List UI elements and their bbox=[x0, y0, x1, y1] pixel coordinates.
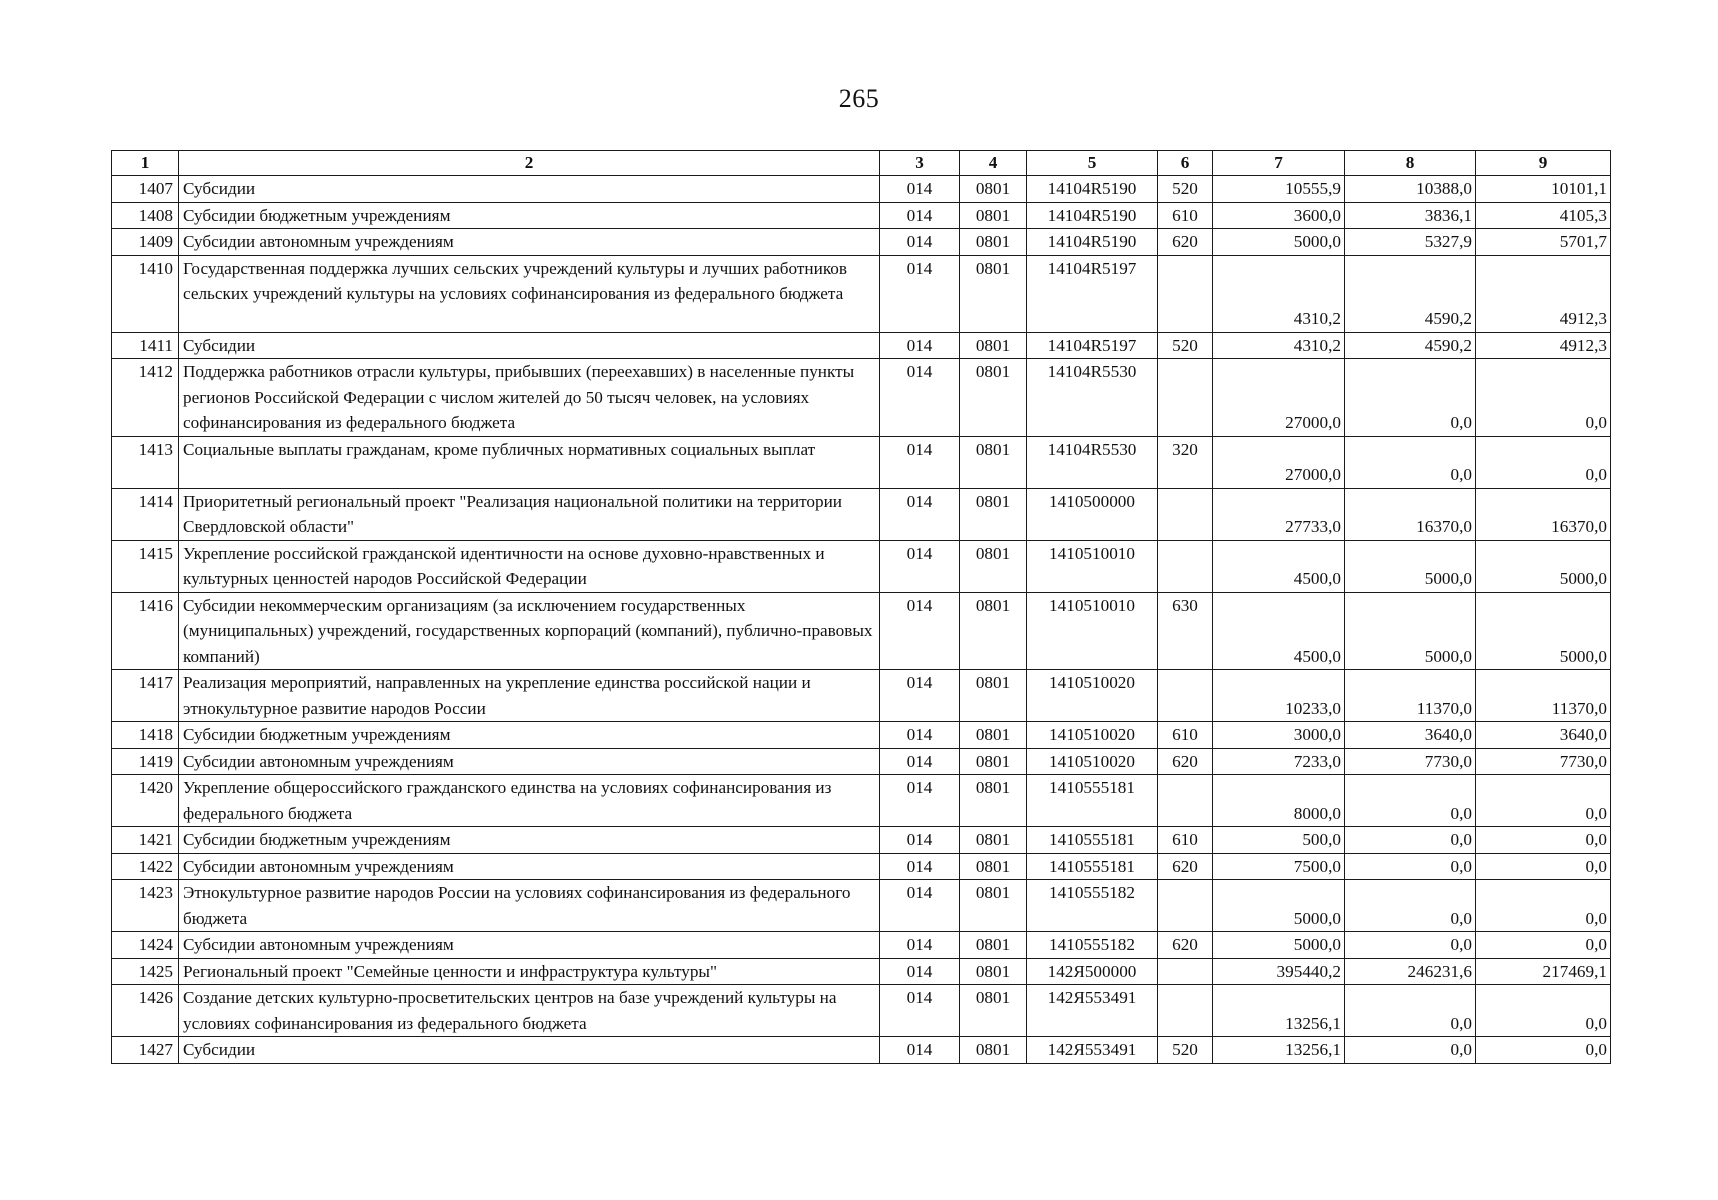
page-number: 265 bbox=[838, 84, 880, 113]
row-number: 1411 bbox=[112, 332, 179, 359]
cell-target-code: 1410510020 bbox=[1027, 670, 1158, 722]
cell-expense-type bbox=[1158, 775, 1213, 827]
row-name: Субсидии автономным учреждениям bbox=[179, 853, 880, 880]
row-name: Этнокультурное развитие народов России на условиях софинансирования из федерального бюджета bbox=[179, 880, 880, 932]
cell-expense-type: 520 bbox=[1158, 1037, 1213, 1064]
cell-ministry-code: 014 bbox=[880, 202, 960, 229]
cell-target-code: 1410555182 bbox=[1027, 932, 1158, 959]
cell-value-9: 5701,7 bbox=[1476, 229, 1611, 256]
cell-expense-type bbox=[1158, 359, 1213, 437]
cell-value-9: 4912,3 bbox=[1476, 255, 1611, 332]
cell-expense-type: 520 bbox=[1158, 332, 1213, 359]
col-header-1: 1 bbox=[112, 151, 179, 176]
cell-section-code: 0801 bbox=[960, 985, 1027, 1037]
table-row bbox=[112, 359, 1611, 437]
cell-value-7: 5000,0 bbox=[1213, 932, 1345, 959]
cell-value-7: 7500,0 bbox=[1213, 853, 1345, 880]
cell-value-7: 3600,0 bbox=[1213, 202, 1345, 229]
row-number: 1426 bbox=[112, 985, 179, 1037]
cell-value-9: 3640,0 bbox=[1476, 722, 1611, 749]
row-name: Субсидии бюджетным учреждениям bbox=[179, 827, 880, 854]
cell-section-code: 0801 bbox=[960, 540, 1027, 592]
cell-section-code: 0801 bbox=[960, 202, 1027, 229]
cell-section-code: 0801 bbox=[960, 332, 1027, 359]
cell-expense-type: 520 bbox=[1158, 176, 1213, 203]
cell-ministry-code: 014 bbox=[880, 176, 960, 203]
row-name: Субсидии бюджетным учреждениям bbox=[179, 202, 880, 229]
cell-value-7: 5000,0 bbox=[1213, 880, 1345, 932]
cell-ministry-code: 014 bbox=[880, 255, 960, 332]
row-number: 1427 bbox=[112, 1037, 179, 1064]
table-row bbox=[112, 488, 1611, 540]
cell-target-code: 142Я553491 bbox=[1027, 1037, 1158, 1064]
cell-value-8: 3640,0 bbox=[1345, 722, 1476, 749]
row-number: 1420 bbox=[112, 775, 179, 827]
cell-expense-type: 320 bbox=[1158, 436, 1213, 488]
table-row bbox=[112, 880, 1611, 932]
cell-section-code: 0801 bbox=[960, 853, 1027, 880]
cell-ministry-code: 014 bbox=[880, 775, 960, 827]
cell-value-7: 4310,2 bbox=[1213, 332, 1345, 359]
row-number: 1410 bbox=[112, 255, 179, 332]
cell-value-9: 0,0 bbox=[1476, 775, 1611, 827]
cell-value-9: 5000,0 bbox=[1476, 540, 1611, 592]
col-header-9: 9 bbox=[1476, 151, 1611, 176]
row-name: Субсидии автономным учреждениям bbox=[179, 932, 880, 959]
cell-section-code: 0801 bbox=[960, 436, 1027, 488]
cell-value-8: 4590,2 bbox=[1345, 255, 1476, 332]
cell-ministry-code: 014 bbox=[880, 592, 960, 670]
cell-target-code: 14104R5530 bbox=[1027, 359, 1158, 437]
cell-value-8: 10388,0 bbox=[1345, 176, 1476, 203]
table-row bbox=[112, 722, 1611, 749]
cell-value-8: 0,0 bbox=[1345, 985, 1476, 1037]
table-row bbox=[112, 202, 1611, 229]
cell-value-8: 0,0 bbox=[1345, 1037, 1476, 1064]
cell-value-8: 7730,0 bbox=[1345, 748, 1476, 775]
cell-target-code: 14104R5197 bbox=[1027, 255, 1158, 332]
row-name: Субсидии бюджетным учреждениям bbox=[179, 722, 880, 749]
cell-section-code: 0801 bbox=[960, 932, 1027, 959]
table-row bbox=[112, 540, 1611, 592]
table-row bbox=[112, 1037, 1611, 1064]
cell-value-9: 4912,3 bbox=[1476, 332, 1611, 359]
cell-ministry-code: 014 bbox=[880, 958, 960, 985]
row-number: 1412 bbox=[112, 359, 179, 437]
cell-value-9: 217469,1 bbox=[1476, 958, 1611, 985]
row-name: Приоритетный региональный проект "Реализация национальной политики на территории Свердловской области" bbox=[179, 488, 880, 540]
cell-value-8: 4590,2 bbox=[1345, 332, 1476, 359]
row-name: Укрепление российской гражданской идентичности на основе духовно-нравственных и культурных ценностей народов Российской Федерации bbox=[179, 540, 880, 592]
cell-value-7: 10555,9 bbox=[1213, 176, 1345, 203]
row-number: 1408 bbox=[112, 202, 179, 229]
table-row bbox=[112, 229, 1611, 256]
row-name: Поддержка работников отрасли культуры, прибывших (переехавших) в населенные пункты регионов Российской Федерации с числом жителей до 50 тысяч человек, на условиях софинансирования из федерального бюджета bbox=[179, 359, 880, 437]
cell-target-code: 1410555182 bbox=[1027, 880, 1158, 932]
cell-target-code: 1410555181 bbox=[1027, 775, 1158, 827]
row-number: 1421 bbox=[112, 827, 179, 854]
cell-value-9: 0,0 bbox=[1476, 985, 1611, 1037]
cell-expense-type: 620 bbox=[1158, 853, 1213, 880]
table-row bbox=[112, 255, 1611, 332]
cell-ministry-code: 014 bbox=[880, 540, 960, 592]
cell-value-9: 0,0 bbox=[1476, 827, 1611, 854]
col-header-6: 6 bbox=[1158, 151, 1213, 176]
col-header-5: 5 bbox=[1027, 151, 1158, 176]
cell-value-7: 8000,0 bbox=[1213, 775, 1345, 827]
cell-ministry-code: 014 bbox=[880, 748, 960, 775]
cell-value-8: 5000,0 bbox=[1345, 540, 1476, 592]
row-number: 1425 bbox=[112, 958, 179, 985]
cell-target-code: 1410555181 bbox=[1027, 853, 1158, 880]
cell-expense-type bbox=[1158, 880, 1213, 932]
table-header-row bbox=[112, 151, 1611, 176]
cell-value-9: 4105,3 bbox=[1476, 202, 1611, 229]
table-row bbox=[112, 853, 1611, 880]
cell-ministry-code: 014 bbox=[880, 853, 960, 880]
row-number: 1418 bbox=[112, 722, 179, 749]
row-number: 1419 bbox=[112, 748, 179, 775]
cell-value-9: 0,0 bbox=[1476, 436, 1611, 488]
cell-value-7: 10233,0 bbox=[1213, 670, 1345, 722]
cell-value-9: 0,0 bbox=[1476, 932, 1611, 959]
cell-value-8: 0,0 bbox=[1345, 853, 1476, 880]
row-name: Субсидии автономным учреждениям bbox=[179, 229, 880, 256]
cell-ministry-code: 014 bbox=[880, 985, 960, 1037]
table-row bbox=[112, 775, 1611, 827]
row-name: Субсидии некоммерческим организациям (за исключением государственных (муниципальных) учреждений, государственных корпораций (компаний), публично-правовых компаний) bbox=[179, 592, 880, 670]
cell-value-7: 5000,0 bbox=[1213, 229, 1345, 256]
cell-expense-type: 620 bbox=[1158, 932, 1213, 959]
cell-section-code: 0801 bbox=[960, 670, 1027, 722]
cell-value-8: 5327,9 bbox=[1345, 229, 1476, 256]
cell-section-code: 0801 bbox=[960, 958, 1027, 985]
cell-ministry-code: 014 bbox=[880, 229, 960, 256]
cell-expense-type: 610 bbox=[1158, 827, 1213, 854]
row-number: 1417 bbox=[112, 670, 179, 722]
table-row bbox=[112, 827, 1611, 854]
col-header-2: 2 bbox=[179, 151, 880, 176]
cell-target-code: 14104R5190 bbox=[1027, 229, 1158, 256]
table-row bbox=[112, 670, 1611, 722]
cell-value-9: 0,0 bbox=[1476, 1037, 1611, 1064]
cell-expense-type: 620 bbox=[1158, 229, 1213, 256]
cell-section-code: 0801 bbox=[960, 255, 1027, 332]
cell-value-7: 27000,0 bbox=[1213, 359, 1345, 437]
cell-value-7: 4310,2 bbox=[1213, 255, 1345, 332]
cell-section-code: 0801 bbox=[960, 592, 1027, 670]
cell-target-code: 14104R5190 bbox=[1027, 176, 1158, 203]
row-name: Социальные выплаты гражданам, кроме публичных нормативных социальных выплат bbox=[179, 436, 880, 488]
cell-target-code: 1410510020 bbox=[1027, 748, 1158, 775]
table-body bbox=[112, 176, 1611, 1064]
col-header-8: 8 bbox=[1345, 151, 1476, 176]
cell-target-code: 14104R5530 bbox=[1027, 436, 1158, 488]
row-number: 1407 bbox=[112, 176, 179, 203]
cell-value-8: 0,0 bbox=[1345, 932, 1476, 959]
cell-value-9: 11370,0 bbox=[1476, 670, 1611, 722]
row-number: 1413 bbox=[112, 436, 179, 488]
cell-ministry-code: 014 bbox=[880, 722, 960, 749]
row-name: Субсидии автономным учреждениям bbox=[179, 748, 880, 775]
cell-expense-type: 620 bbox=[1158, 748, 1213, 775]
cell-value-8: 3836,1 bbox=[1345, 202, 1476, 229]
cell-value-9: 0,0 bbox=[1476, 359, 1611, 437]
cell-ministry-code: 014 bbox=[880, 488, 960, 540]
cell-value-8: 0,0 bbox=[1345, 436, 1476, 488]
cell-expense-type: 630 bbox=[1158, 592, 1213, 670]
cell-expense-type bbox=[1158, 540, 1213, 592]
row-number: 1424 bbox=[112, 932, 179, 959]
cell-target-code: 14104R5197 bbox=[1027, 332, 1158, 359]
cell-expense-type bbox=[1158, 255, 1213, 332]
cell-section-code: 0801 bbox=[960, 880, 1027, 932]
budget-table bbox=[111, 150, 1611, 1064]
cell-section-code: 0801 bbox=[960, 176, 1027, 203]
cell-value-7: 3000,0 bbox=[1213, 722, 1345, 749]
row-name: Создание детских культурно-просветительских центров на базе учреждений культуры на условиях софинансирования из федерального бюджета bbox=[179, 985, 880, 1037]
cell-value-8: 0,0 bbox=[1345, 880, 1476, 932]
row-number: 1416 bbox=[112, 592, 179, 670]
cell-target-code: 1410510010 bbox=[1027, 540, 1158, 592]
cell-expense-type: 610 bbox=[1158, 722, 1213, 749]
cell-section-code: 0801 bbox=[960, 359, 1027, 437]
table-row bbox=[112, 332, 1611, 359]
table-row bbox=[112, 985, 1611, 1037]
cell-ministry-code: 014 bbox=[880, 670, 960, 722]
cell-value-8: 0,0 bbox=[1345, 359, 1476, 437]
cell-expense-type bbox=[1158, 670, 1213, 722]
row-name: Государственная поддержка лучших сельских учреждений культуры и лучших работников сельских учреждений культуры на условиях софинансирования из федерального бюджета bbox=[179, 255, 880, 332]
cell-target-code: 1410555181 bbox=[1027, 827, 1158, 854]
cell-section-code: 0801 bbox=[960, 488, 1027, 540]
cell-expense-type bbox=[1158, 958, 1213, 985]
row-name: Субсидии bbox=[179, 1037, 880, 1064]
col-header-7: 7 bbox=[1213, 151, 1345, 176]
row-name: Региональный проект "Семейные ценности и инфраструктура культуры" bbox=[179, 958, 880, 985]
row-number: 1415 bbox=[112, 540, 179, 592]
row-name: Субсидии bbox=[179, 176, 880, 203]
cell-value-7: 4500,0 bbox=[1213, 540, 1345, 592]
cell-value-8: 5000,0 bbox=[1345, 592, 1476, 670]
table-row bbox=[112, 176, 1611, 203]
cell-value-7: 27000,0 bbox=[1213, 436, 1345, 488]
cell-ministry-code: 014 bbox=[880, 332, 960, 359]
cell-section-code: 0801 bbox=[960, 748, 1027, 775]
cell-value-8: 16370,0 bbox=[1345, 488, 1476, 540]
cell-section-code: 0801 bbox=[960, 229, 1027, 256]
cell-expense-type bbox=[1158, 985, 1213, 1037]
cell-ministry-code: 014 bbox=[880, 880, 960, 932]
col-header-3: 3 bbox=[880, 151, 960, 176]
row-name: Укрепление общероссийского гражданского единства на условиях софинансирования из федерального бюджета bbox=[179, 775, 880, 827]
cell-section-code: 0801 bbox=[960, 1037, 1027, 1064]
cell-value-8: 0,0 bbox=[1345, 827, 1476, 854]
cell-ministry-code: 014 bbox=[880, 827, 960, 854]
cell-expense-type bbox=[1158, 488, 1213, 540]
cell-value-9: 7730,0 bbox=[1476, 748, 1611, 775]
cell-target-code: 142Я500000 bbox=[1027, 958, 1158, 985]
table-row bbox=[112, 748, 1611, 775]
cell-value-9: 10101,1 bbox=[1476, 176, 1611, 203]
cell-target-code: 142Я553491 bbox=[1027, 985, 1158, 1037]
cell-ministry-code: 014 bbox=[880, 932, 960, 959]
table-row bbox=[112, 932, 1611, 959]
cell-value-8: 246231,6 bbox=[1345, 958, 1476, 985]
col-header-4: 4 bbox=[960, 151, 1027, 176]
cell-section-code: 0801 bbox=[960, 722, 1027, 749]
cell-ministry-code: 014 bbox=[880, 359, 960, 437]
table-row bbox=[112, 592, 1611, 670]
table-row bbox=[112, 436, 1611, 488]
cell-value-9: 0,0 bbox=[1476, 853, 1611, 880]
cell-ministry-code: 014 bbox=[880, 436, 960, 488]
cell-value-9: 5000,0 bbox=[1476, 592, 1611, 670]
row-number: 1422 bbox=[112, 853, 179, 880]
table-row bbox=[112, 958, 1611, 985]
cell-value-7: 7233,0 bbox=[1213, 748, 1345, 775]
cell-target-code: 1410510020 bbox=[1027, 722, 1158, 749]
cell-value-7: 27733,0 bbox=[1213, 488, 1345, 540]
cell-value-7: 4500,0 bbox=[1213, 592, 1345, 670]
cell-section-code: 0801 bbox=[960, 775, 1027, 827]
cell-target-code: 1410500000 bbox=[1027, 488, 1158, 540]
cell-value-7: 395440,2 bbox=[1213, 958, 1345, 985]
cell-section-code: 0801 bbox=[960, 827, 1027, 854]
cell-ministry-code: 014 bbox=[880, 1037, 960, 1064]
row-name: Субсидии bbox=[179, 332, 880, 359]
cell-value-8: 0,0 bbox=[1345, 775, 1476, 827]
row-name: Реализация мероприятий, направленных на укрепление единства российской нации и этнокультурное развитие народов России bbox=[179, 670, 880, 722]
cell-value-7: 13256,1 bbox=[1213, 1037, 1345, 1064]
row-number: 1423 bbox=[112, 880, 179, 932]
cell-value-7: 13256,1 bbox=[1213, 985, 1345, 1037]
cell-value-7: 500,0 bbox=[1213, 827, 1345, 854]
cell-target-code: 1410510010 bbox=[1027, 592, 1158, 670]
row-number: 1409 bbox=[112, 229, 179, 256]
cell-value-9: 0,0 bbox=[1476, 880, 1611, 932]
row-number: 1414 bbox=[112, 488, 179, 540]
cell-value-8: 11370,0 bbox=[1345, 670, 1476, 722]
cell-value-9: 16370,0 bbox=[1476, 488, 1611, 540]
cell-target-code: 14104R5190 bbox=[1027, 202, 1158, 229]
cell-expense-type: 610 bbox=[1158, 202, 1213, 229]
budget-table-container bbox=[111, 150, 1610, 1064]
